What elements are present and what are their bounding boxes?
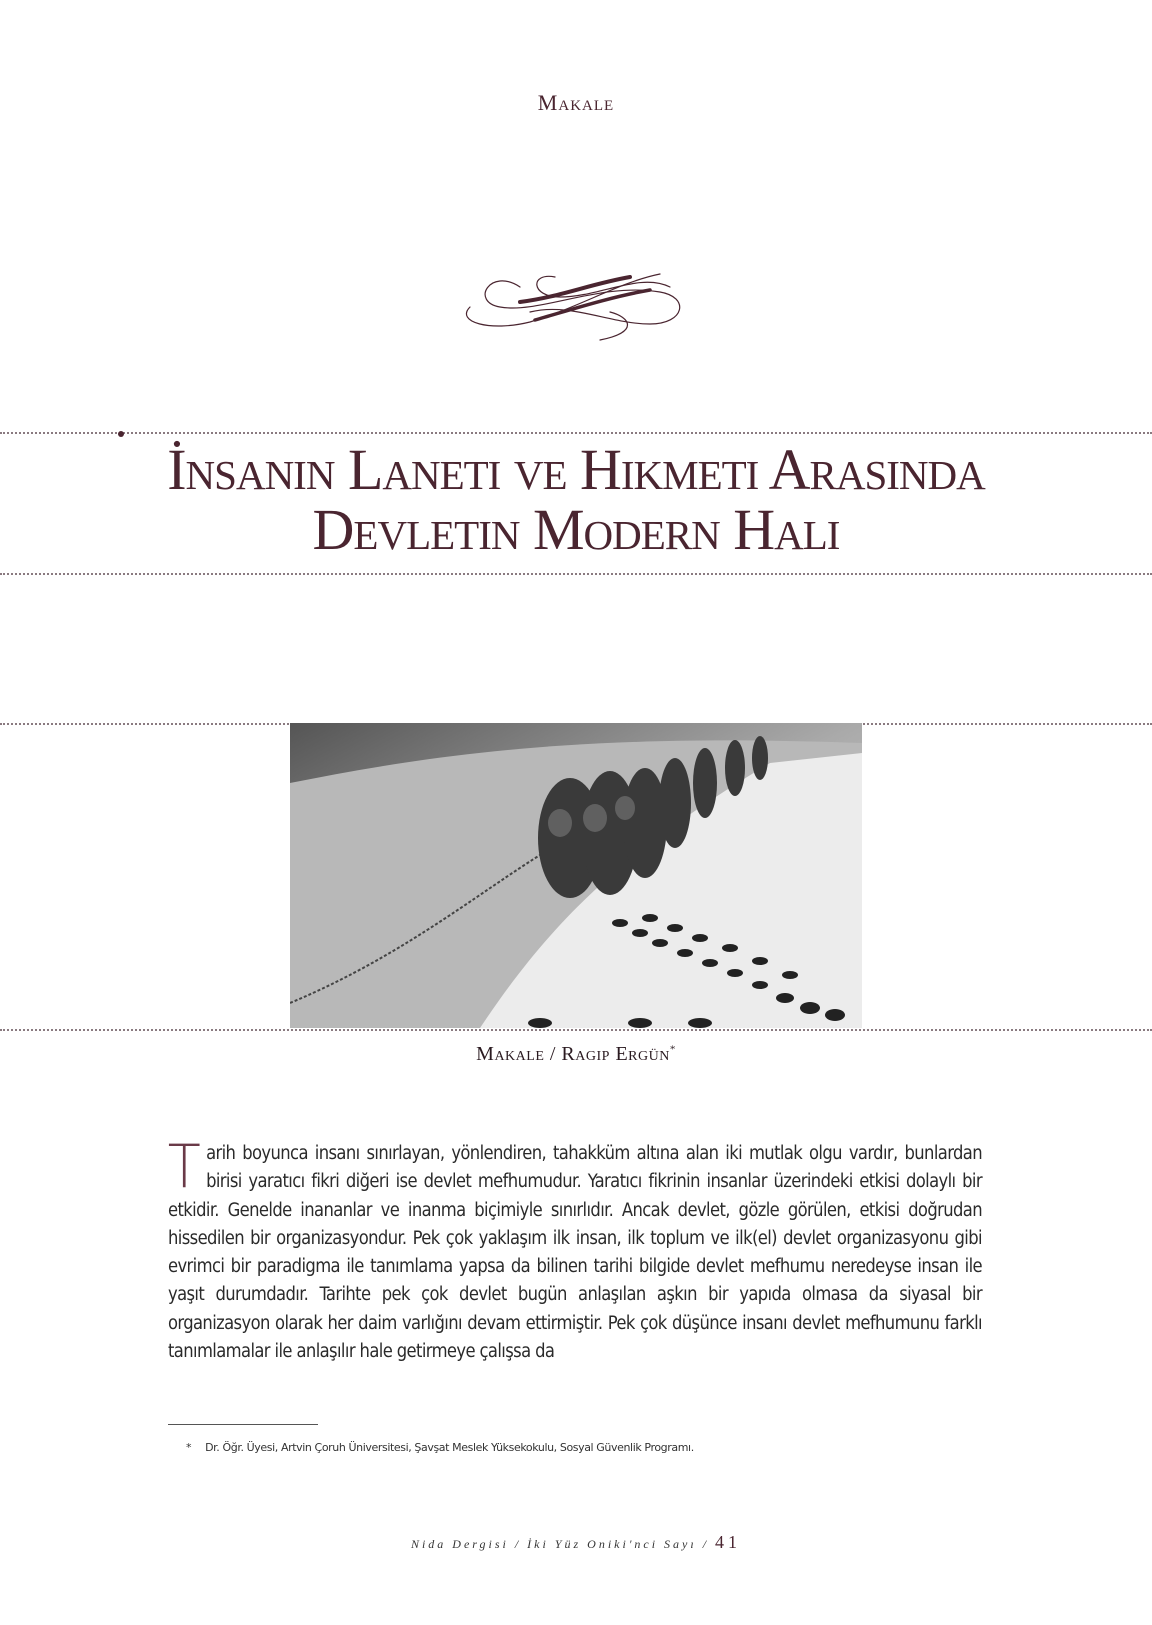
section-label: Makale: [537, 90, 615, 115]
title-line-2: Devletin Modern Hali: [312, 497, 840, 562]
footnote-divider: [168, 1424, 318, 1425]
dropcap: T: [167, 1132, 201, 1202]
title-line-1: İnsanın Laneti ve Hikmeti Arasında: [167, 437, 985, 502]
rule-dot-marker: [118, 431, 124, 437]
page-number: 41: [715, 1532, 742, 1552]
article-illustration: [290, 723, 862, 1028]
footnote: [186, 1441, 694, 1454]
figure-bottom-rule: [0, 1029, 1152, 1031]
byline-text: Makale / Ragıp Ergün: [476, 1043, 670, 1065]
title-bottom-rule: [0, 573, 1152, 575]
footnote-reference[interactable]: *: [669, 1043, 676, 1056]
journal-name: Nida Dergisi / İki Yüz Oniki'nci Sayı /: [410, 1537, 710, 1551]
article-title: [0, 437, 1152, 562]
page-footer: [0, 1532, 1152, 1553]
title-top-rule: [0, 432, 1152, 434]
footnote-marker: *: [186, 1441, 192, 1454]
body-paragraph: arih boyunca insanı sınırlayan, yönlendiren, tahakküm altına alan iki mutlak olgu vardır, bunlardan birisi yaratıcı fikri diğeri ise devlet mefhumudur. Yaratıcı fikrinin insanlar üzerindeki etkisi dolaylı bir etkidir. Genelde inananlar ve inanma biçimiyle sınırlıdır. Ancak devlet, gözle görülen, etkisi doğrudan hissedilen bir organizasyondur. Pek çok yaklaşım ilk insan, ilk toplum ve ilk(el) devlet organizasyonu gibi evrimci bir paradigma ile tanımlama yapsa da bilinen tarihi bilgide devlet mefhumu neredeyse insan ile yaşıt durumdadır. Tarihte pek çok devlet bugün anlaşılan aşkın bir yapıda olmasa da siyasal bir organizasyon olarak her daim varlığını devam ettirmiştir. Pek çok düşünce insanı devlet mefhumunu farklı tanımlamalar ile anlaşılır hale getirmeye çalışsa da: [168, 1143, 982, 1363]
byline: [0, 1043, 1152, 1066]
footnote-text: Dr. Öğr. Üyesi, Artvin Çoruh Üniversitesi, Şavşat Meslek Yüksekokulu, Sosyal Güvenlik Programı.: [205, 1441, 694, 1454]
article-body: [167, 1132, 982, 1366]
flourish-ornament-icon: [460, 262, 692, 344]
